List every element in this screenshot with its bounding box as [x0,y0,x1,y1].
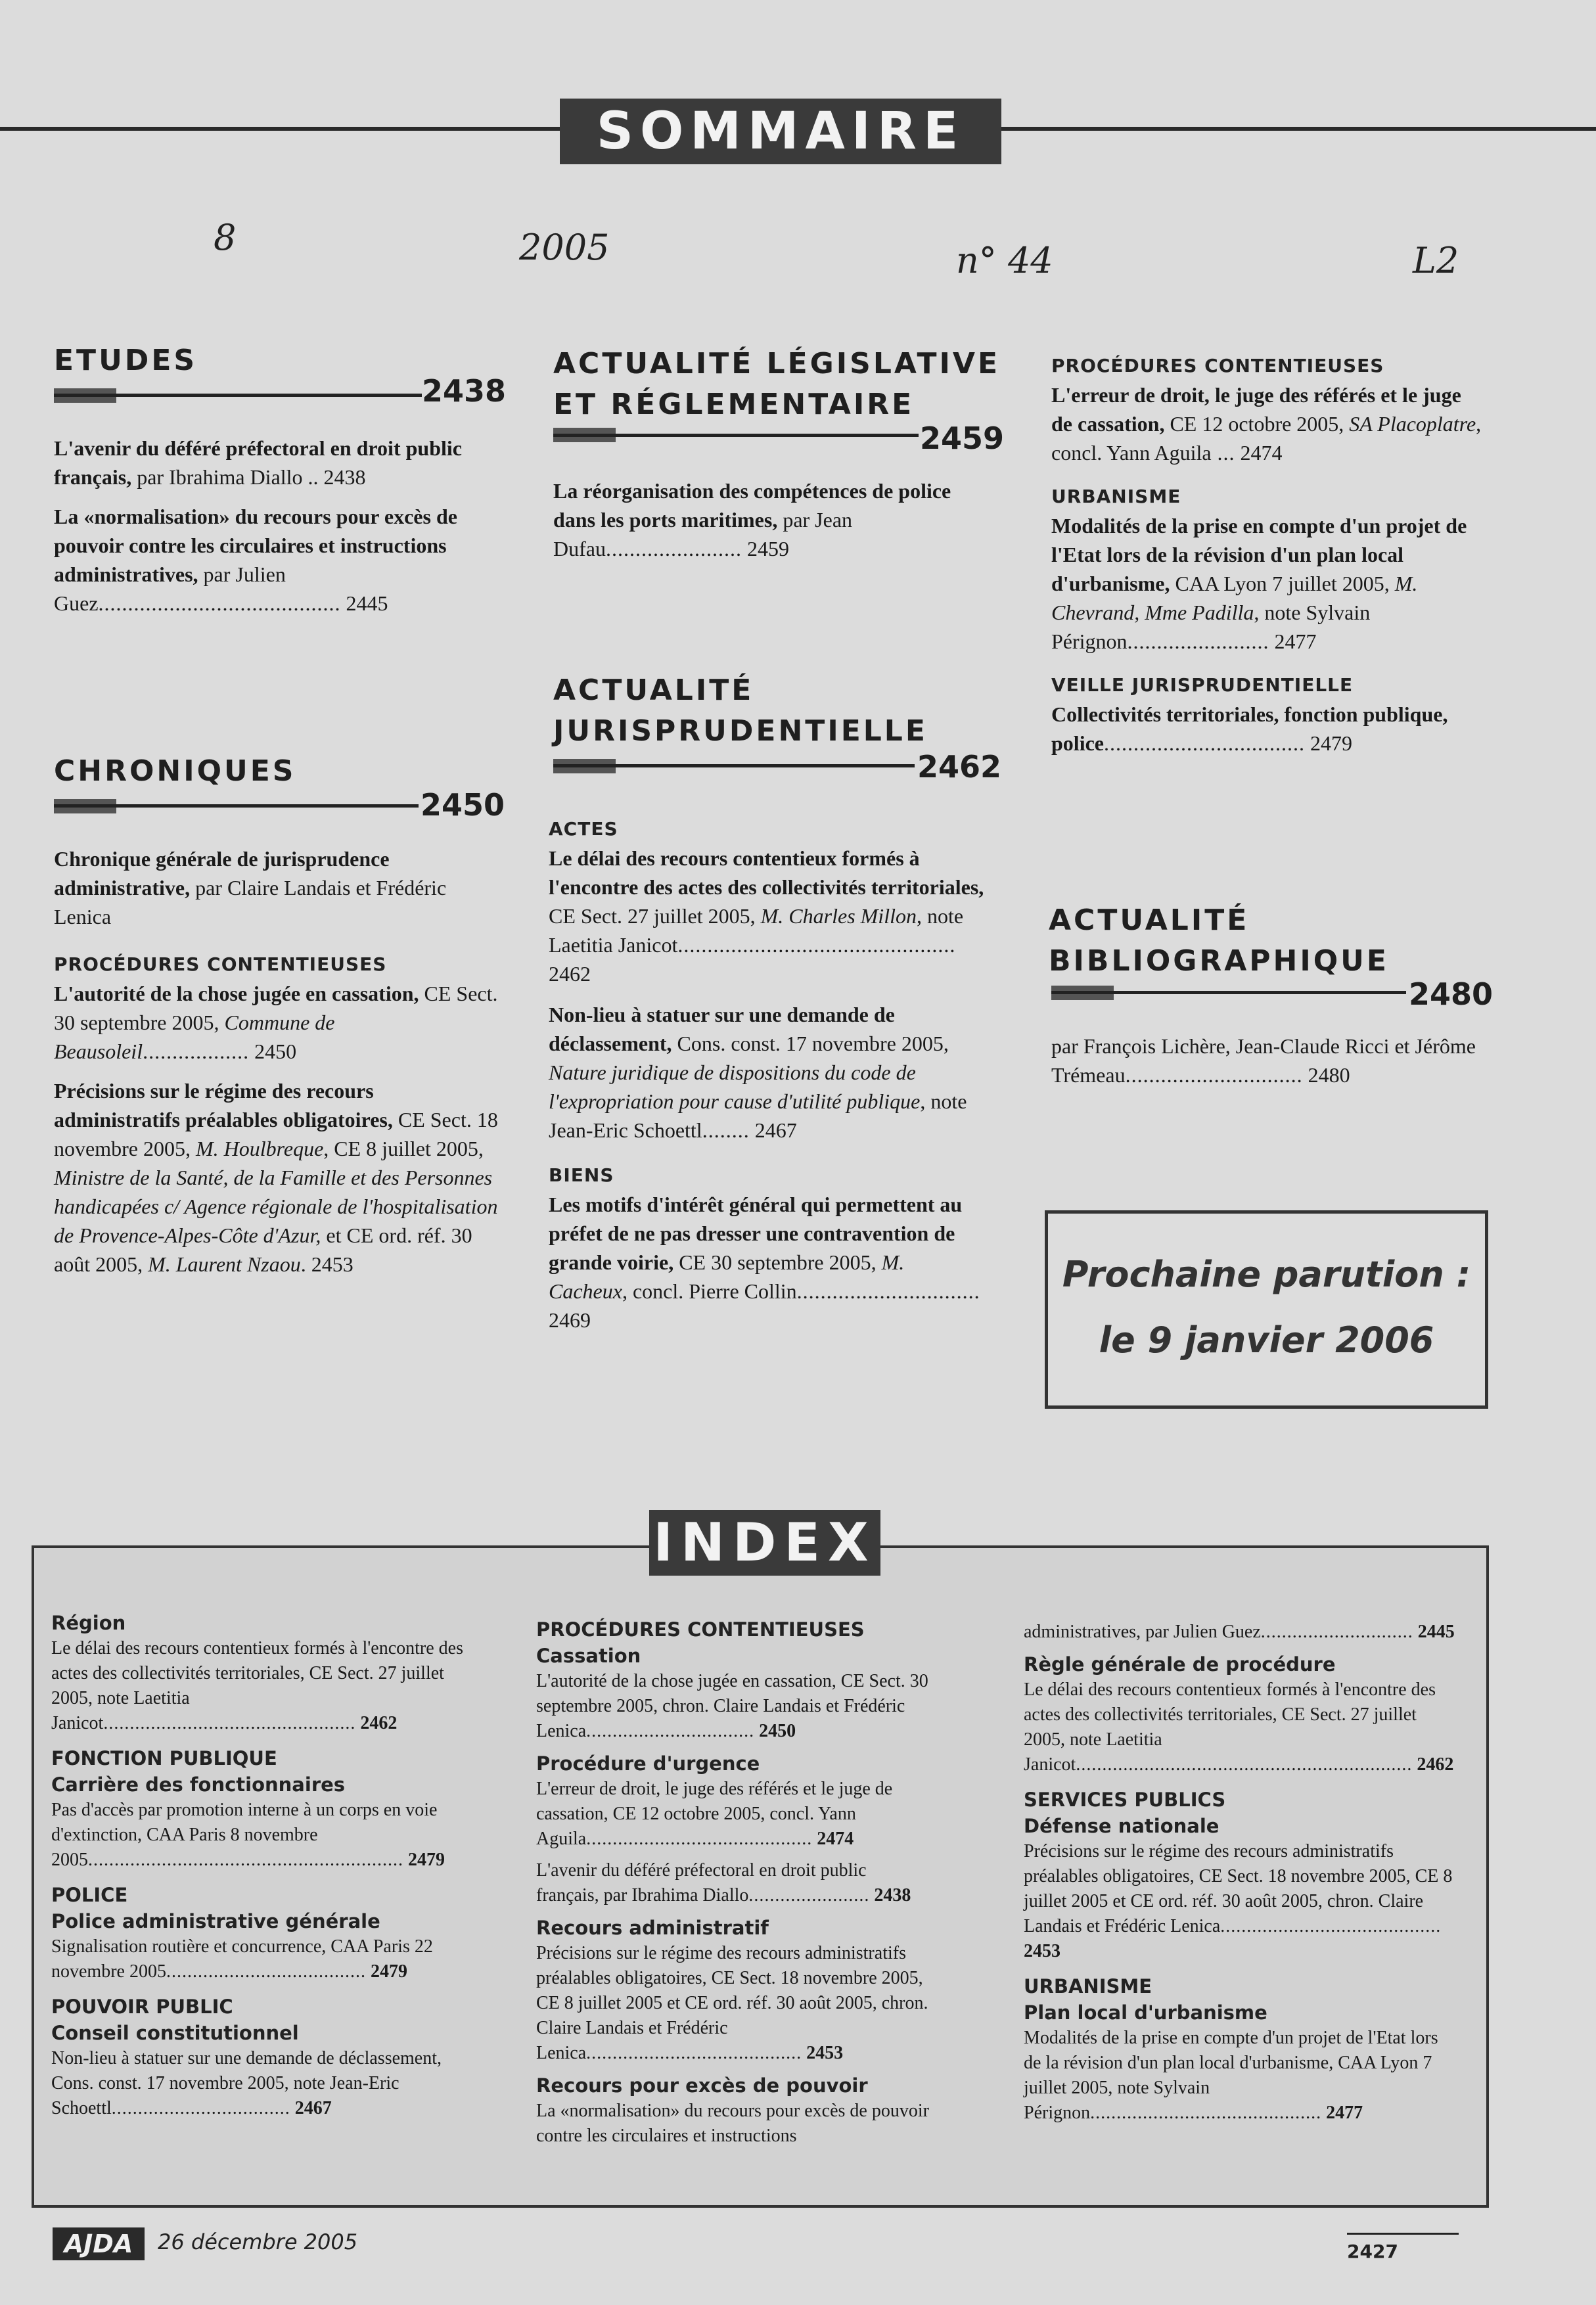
chroniques-entries [54,844,501,1279]
next-issue-line2: le 9 janvier 2006 [1099,1319,1434,1361]
section-title-bibliographique: ACTUALITÉ BIBLIOGRAPHIQUE [1049,903,1389,978]
index-subject: Défense nationale [1024,1815,1220,1837]
subsection-label: ACTES [549,818,618,840]
toc-entry[interactable]: Le délai des recours contentieux formés à l'encontre des actes des collectivités territoriales, CE Sect. 27 juillet 2005, M. Charles Millon, note Laetitia Janicot............................................... 2462 [549,846,984,986]
index-subject: Règle générale de procédure [1024,1653,1336,1676]
toc-entry[interactable]: Précisions sur le régime des recours administratifs préalables obligatoires, CE Sect. 18 novembre 2005, M. Houlbreque, CE 8 juillet 2005, Ministre de la Santé, de la Famille et des Personnes handicapées c/ Agence régionale de l'hospitalisation de Provence-Alpes-Côte d'Azur, et CE ord. réf. 30 août 2005, M. Laurent Nzaou. 2453 [54,1079,498,1276]
footer-rule [1347,2233,1459,2235]
index-entry[interactable]: L'erreur de droit, le juge des référés et le juge de cassation, CE 12 octobre 2005, concl. Yann Aguila........................................... 2474 [536,1779,893,1849]
index-heading: POUVOIR PUBLIC [51,1996,233,2018]
index-entry[interactable]: Le délai des recours contentieux formés à l'encontre des actes des collectivités territoriales, CE Sect. 27 juillet 2005, note Laetitia Janicot................................................ 2462 [51,1638,464,1733]
index-entry[interactable]: Pas d'accès par promotion interne à un corps en voie d'extinction, CAA Paris 8 novembre 2005............................................................ 2479 [51,1800,445,1870]
section-title-etudes: ETUDES [54,344,198,377]
index-column-3 [1024,1620,1457,2132]
section-rule [1051,991,1406,994]
subsection-label: URBANISME [1051,486,1181,507]
index-subject: Région [51,1612,126,1634]
index-heading: URBANISME [1024,1975,1152,1997]
index-entry[interactable]: Signalisation routière et concurrence, CAA Paris 22 novembre 2005...................................... 2479 [51,1936,433,1982]
journal-logo: AJDA [53,2227,145,2260]
jurisprudentielle-entries [549,818,986,1335]
toc-entry[interactable]: Les motifs d'intérêt général qui permettent au préfet de ne pas dresser une contravention de grande voirie, CE 30 septembre 2005, M. Cacheux, concl. Pierre Collin............................... 2469 [549,1193,980,1332]
toc-entry[interactable]: Modalités de la prise en compte d'un projet de l'Etat lors de la révision d'un plan local d'urbanisme, CAA Lyon 7 juillet 2005, M. Chevrand, Mme Padilla, note Sylvain Pérignon........................ 2477 [1051,514,1467,653]
section-page-number: 2480 [1409,976,1493,1012]
section-title-chroniques: CHRONIQUES [54,754,296,788]
index-heading: FONCTION PUBLIQUE [51,1747,277,1769]
toc-entry[interactable]: Chronique générale de jurisprudence administrative, par Claire Landais et Frédéric Lenica [54,847,447,928]
handwritten-note: 2005 [519,227,610,268]
toc-entry[interactable]: Non-lieu à statuer sur une demande de déclassement, Cons. const. 17 novembre 2005, Nature juridique de dispositions du code de l'expropriation pour cause d'utilité publique, note Jean-Eric Schoettl........ 2467 [549,1003,967,1142]
index-entry[interactable]: La «normalisation» du recours pour excès de pouvoir contre les circulaires et instructions [536,2101,929,2146]
section-page-number: 2459 [920,421,1005,456]
issue-date: 26 décembre 2005 [158,2229,358,2254]
index-entry[interactable]: Non-lieu à statuer sur une demande de déclassement, Cons. const. 17 novembre 2005, note Jean-Eric Schoettl.................................. 2467 [51,2048,442,2118]
index-entry[interactable]: Précisions sur le régime des recours administratifs préalables obligatoires, CE Sect. 18 novembre 2005, CE 8 juillet 2005 et CE ord. réf. 30 août 2005, chron. Claire Landais et Frédéric Lenica......................................... 2453 [536,1943,928,2063]
section-page-number: 2462 [917,749,1002,785]
subsection-label: PROCÉDURES CONTENTIEUSES [54,953,387,975]
biblio-entries [1051,1032,1485,1089]
index-heading: POLICE [51,1884,128,1906]
index-subject: Recours administratif [536,1917,769,1939]
index-heading: SERVICES PUBLICS [1024,1789,1226,1811]
toc-entry[interactable]: L'avenir du déféré préfectoral en droit public français, par Ibrahima Diallo .. 2438 [54,436,462,489]
toc-entry[interactable]: L'erreur de droit, le juge des référés et le juge de cassation, CE 12 octobre 2005, SA Placoplatre, concl. Yann Aguila ... 2474 [1051,383,1482,465]
subsection-label: VEILLE JURISPRUDENTIELLE [1051,674,1354,696]
index-entry[interactable]: L'avenir du déféré préfectoral en droit public français, par Ibrahima Diallo....................... 2438 [536,1860,911,1906]
toc-entry[interactable]: L'autorité de la chose jugée en cassation, CE Sect. 30 septembre 2005, Commune de Beausoleil.................. 2450 [54,982,498,1063]
toc-entry[interactable]: La «normalisation» du recours pour excès de pouvoir contre les circulaires et instructions administratives, par Julien Guez......................................... 2445 [54,505,457,615]
section-title-legislative: ACTUALITÉ LÉGISLATIVE ET RÉGLEMENTAIRE [553,347,1001,421]
section-rule [553,434,919,437]
section-title-jurisprudentielle: ACTUALITÉ JURISPRUDENTIELLE [553,673,928,748]
legislative-entries [553,476,987,563]
right-entries [1051,355,1485,758]
index-subject: Procédure d'urgence [536,1752,760,1775]
handwritten-note: 8 [214,217,237,258]
index-subject: Cassation [536,1645,641,1667]
section-rule [54,394,422,397]
etudes-entries [54,434,501,618]
index-heading: PROCÉDURES CONTENTIEUSES [536,1618,865,1641]
index-subject: Recours pour excès de pouvoir [536,2074,868,2097]
index-subject: Plan local d'urbanisme [1024,2001,1267,2024]
section-rule [553,764,915,767]
section-page-number: 2438 [422,373,507,409]
index-entry[interactable]: Modalités de la prise en compte d'un projet de l'Etat lors de la révision d'un plan local d'urbanisme, CAA Lyon 7 juillet 2005, note Sylvain Pérignon............................................ 2477 [1024,2028,1438,2123]
toc-entry[interactable]: La réorganisation des compétences de police dans les ports maritimes, par Jean Dufau....................... 2459 [553,479,951,560]
section-rule [54,804,419,808]
page-number: 2427 [1347,2241,1398,2262]
toc-entry[interactable]: par François Lichère, Jean-Claude Ricci et Jérôme Trémeau.............................. 2480 [1051,1034,1476,1087]
index-subject: Conseil constitutionnel [51,2022,299,2044]
index-entry[interactable]: L'autorité de la chose jugée en cassation, CE Sect. 30 septembre 2005, chron. Claire Landais et Frédéric Lenica................................ 2450 [536,1671,928,1741]
sommaire-banner: SOMMAIRE [560,99,1001,164]
index-column-1 [51,1610,485,2128]
index-subject: Carrière des fonctionnaires [51,1773,346,1796]
index-column-2 [536,1616,930,2155]
toc-entry[interactable]: Collectivités territoriales, fonction publique, police.................................. 2479 [1051,702,1448,755]
next-issue-box [1045,1210,1488,1409]
index-entry[interactable]: Précisions sur le régime des recours administratifs préalables obligatoires, CE Sect. 18 novembre 2005, CE 8 juillet 2005 et CE ord. réf. 30 août 2005, chron. Claire Landais et Frédéric Lenica.......................................... 2453 [1024,1841,1453,1961]
handwritten-note: L2 [1413,240,1459,281]
index-entry[interactable]: administratives, par Julien Guez............................. 2445 [1024,1622,1455,1642]
index-entry[interactable]: Le délai des recours contentieux formés à l'encontre des actes des collectivités territoriales, CE Sect. 27 juillet 2005, note Laetitia Janicot................................................................ 2462 [1024,1679,1454,1775]
index-banner: INDEX [649,1510,880,1576]
handwritten-note: n° 44 [956,240,1053,281]
next-issue-line1: Prochaine parution : [1062,1254,1471,1295]
subsection-label: BIENS [549,1164,614,1186]
subsection-label: PROCÉDURES CONTENTIEUSES [1051,355,1384,377]
section-page-number: 2450 [421,787,505,823]
index-subject: Police administrative générale [51,1910,380,1932]
